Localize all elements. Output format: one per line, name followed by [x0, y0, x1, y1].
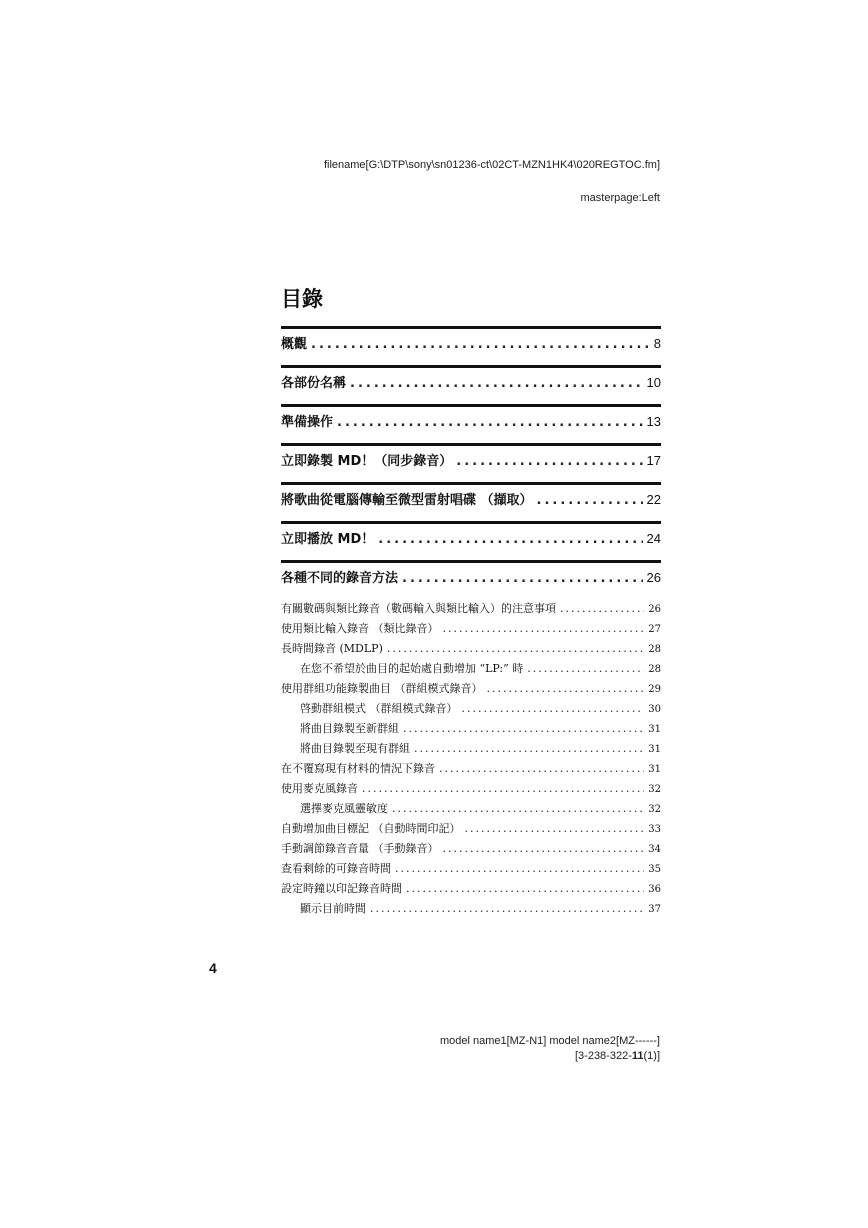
toc-subentry[interactable]	[281, 679, 661, 699]
leader-dots	[337, 413, 643, 432]
toc-entry-page: 13	[646, 414, 661, 429]
toc-subentry[interactable]	[281, 639, 661, 659]
toc-subentry[interactable]	[281, 799, 661, 819]
leader-dots	[456, 452, 642, 471]
leader-dots	[439, 759, 644, 779]
toc-entry-page: 10	[646, 375, 661, 390]
toc-subentry-label: 在您不希望於曲目的起始處自動增加 “LP:” 時	[300, 662, 524, 675]
leader-dots	[311, 335, 650, 354]
toc-subentry-label: 設定時鐘以印記錄音時間	[281, 882, 402, 895]
toc-subentry[interactable]	[281, 659, 661, 679]
toc-subentry[interactable]	[281, 599, 661, 619]
toc-entry	[281, 326, 661, 360]
toc-subentry-page: 30	[648, 704, 661, 715]
toc-entry	[281, 404, 661, 438]
toc-section-heading[interactable]	[281, 568, 661, 588]
toc-subentry-label: 使用麥克風錄音	[281, 782, 358, 795]
toc-subentry-page: 27	[648, 624, 661, 635]
toc-subentry-label: 顯示目前時間	[300, 902, 366, 915]
toc-entry-link[interactable]	[281, 451, 661, 471]
leader-dots	[414, 739, 644, 759]
leader-dots	[370, 899, 644, 919]
leader-dots	[402, 569, 643, 588]
leader-dots	[462, 699, 645, 719]
leader-dots	[362, 779, 644, 799]
toc-subentry[interactable]	[281, 739, 661, 759]
toc-entry-link[interactable]	[281, 334, 661, 354]
part-number-prefix: [3-238-322-	[574, 1050, 632, 1062]
toc-entry	[281, 365, 661, 399]
toc-subentry[interactable]	[281, 779, 661, 799]
toc-subentry-label: 將曲目錄製至現有群組	[300, 742, 410, 755]
leader-dots	[465, 819, 645, 839]
toc-title: 目錄	[281, 287, 323, 311]
leader-dots	[378, 530, 642, 549]
leader-dots	[403, 719, 644, 739]
model-name-line: model name1[MZ-N1] model name2[MZ------]	[439, 1035, 660, 1047]
toc-subentry-page: 28	[648, 644, 661, 655]
toc-subentry-label: 啓動群組模式 （群組模式錄音）	[300, 702, 458, 715]
toc-main-entries	[281, 326, 661, 555]
toc-entry-page: 17	[646, 453, 661, 468]
leader-dots	[392, 799, 644, 819]
toc-subentry[interactable]	[281, 899, 661, 919]
toc-subentry-page: 31	[648, 724, 661, 735]
toc-entry-link[interactable]	[281, 529, 661, 549]
toc-subentry[interactable]	[281, 759, 661, 779]
toc-subentry-label: 選擇麥克風靈敏度	[300, 802, 388, 815]
leader-dots	[406, 879, 644, 899]
toc-subentry-page: 37	[648, 904, 661, 915]
toc-entry-link[interactable]	[281, 490, 661, 510]
toc-entry-label: 各種不同的錄音方法	[281, 571, 399, 586]
toc-subentry-label: 長時間錄音 (MDLP)	[281, 642, 383, 655]
toc-subentry[interactable]	[281, 619, 661, 639]
toc-subentry-page: 34	[648, 844, 661, 855]
part-number-suffix: (1)]	[643, 1050, 660, 1062]
leader-dots	[527, 659, 644, 679]
toc-section	[281, 560, 661, 594]
table-of-contents	[281, 286, 661, 919]
toc-entry-page: 26	[646, 570, 661, 585]
leader-dots	[443, 619, 645, 639]
toc-subentry[interactable]	[281, 699, 661, 719]
toc-subentry-page: 36	[648, 884, 661, 895]
leader-dots	[487, 679, 645, 699]
toc-subentry-page: 35	[648, 864, 661, 875]
toc-entry-label: 立即播放 MD！	[281, 532, 375, 547]
toc-subentry[interactable]	[281, 879, 661, 899]
toc-subentry-page: 26	[648, 604, 661, 615]
part-number-line	[575, 1050, 660, 1062]
toc-entry-link[interactable]	[281, 412, 661, 432]
toc-subentry-label: 使用類比輸入錄音 （類比錄音）	[281, 622, 439, 635]
toc-entry-link[interactable]	[281, 373, 661, 393]
toc-subentry[interactable]	[281, 819, 661, 839]
leader-dots	[350, 374, 643, 393]
toc-subentry-page: 32	[648, 804, 661, 815]
toc-entry	[281, 521, 661, 555]
filename-line: filename[G:\DTP\sony\sn01236-ct\02CT-MZN1HK4\020REGTOC.fm]	[323, 159, 660, 171]
toc-subentry[interactable]	[281, 859, 661, 879]
toc-subentry-label: 有關數碼與類比錄音（數碼輸入與類比輸入）的注意事項	[281, 602, 556, 615]
toc-subentry-label: 使用群組功能錄製曲目 （群組模式錄音）	[281, 682, 483, 695]
toc-subentry-label: 將曲目錄製至新群組	[300, 722, 399, 735]
leader-dots	[537, 491, 643, 510]
toc-entry-page: 22	[646, 492, 661, 507]
toc-entry-label: 準備操作	[281, 415, 334, 430]
toc-subentry-page: 31	[648, 744, 661, 755]
toc-subentry-page: 29	[648, 684, 661, 695]
masterpage-line: masterpage:Left	[580, 192, 660, 204]
toc-subentries	[281, 599, 661, 919]
toc-entry	[281, 443, 661, 477]
toc-subentry-label: 自動增加曲目標記 （自動時間印記）	[281, 822, 461, 835]
toc-subentry-page: 31	[648, 764, 661, 775]
toc-entry-label: 立即錄製 MD！（同步錄音）	[281, 454, 453, 469]
toc-entry	[281, 482, 661, 516]
toc-entry-page: 24	[646, 531, 661, 546]
leader-dots	[395, 859, 644, 879]
leader-dots	[387, 639, 644, 659]
toc-subentry-label: 在不覆寫現有材料的情況下錄音	[281, 762, 435, 775]
page-number: 4	[209, 960, 217, 976]
toc-entry-page: 8	[653, 336, 661, 351]
toc-subentry-label: 手動調節錄音音量 （手動錄音）	[281, 842, 439, 855]
leader-dots	[443, 839, 645, 859]
leader-dots	[560, 599, 644, 619]
part-number-version: 11	[631, 1050, 644, 1062]
toc-subentry[interactable]	[281, 839, 661, 859]
toc-entry-label: 將歌曲從電腦傳輸至微型雷射唱碟 （擷取）	[281, 493, 533, 508]
toc-subentry-page: 33	[648, 824, 661, 835]
toc-subentry-page: 28	[648, 664, 661, 675]
toc-subentry-label: 查看剩餘的可錄音時間	[281, 862, 391, 875]
toc-subentry[interactable]	[281, 719, 661, 739]
toc-subentry-page: 32	[648, 784, 661, 795]
toc-entry-label: 各部份名稱	[281, 376, 347, 391]
toc-entry-label: 概觀	[281, 337, 308, 352]
